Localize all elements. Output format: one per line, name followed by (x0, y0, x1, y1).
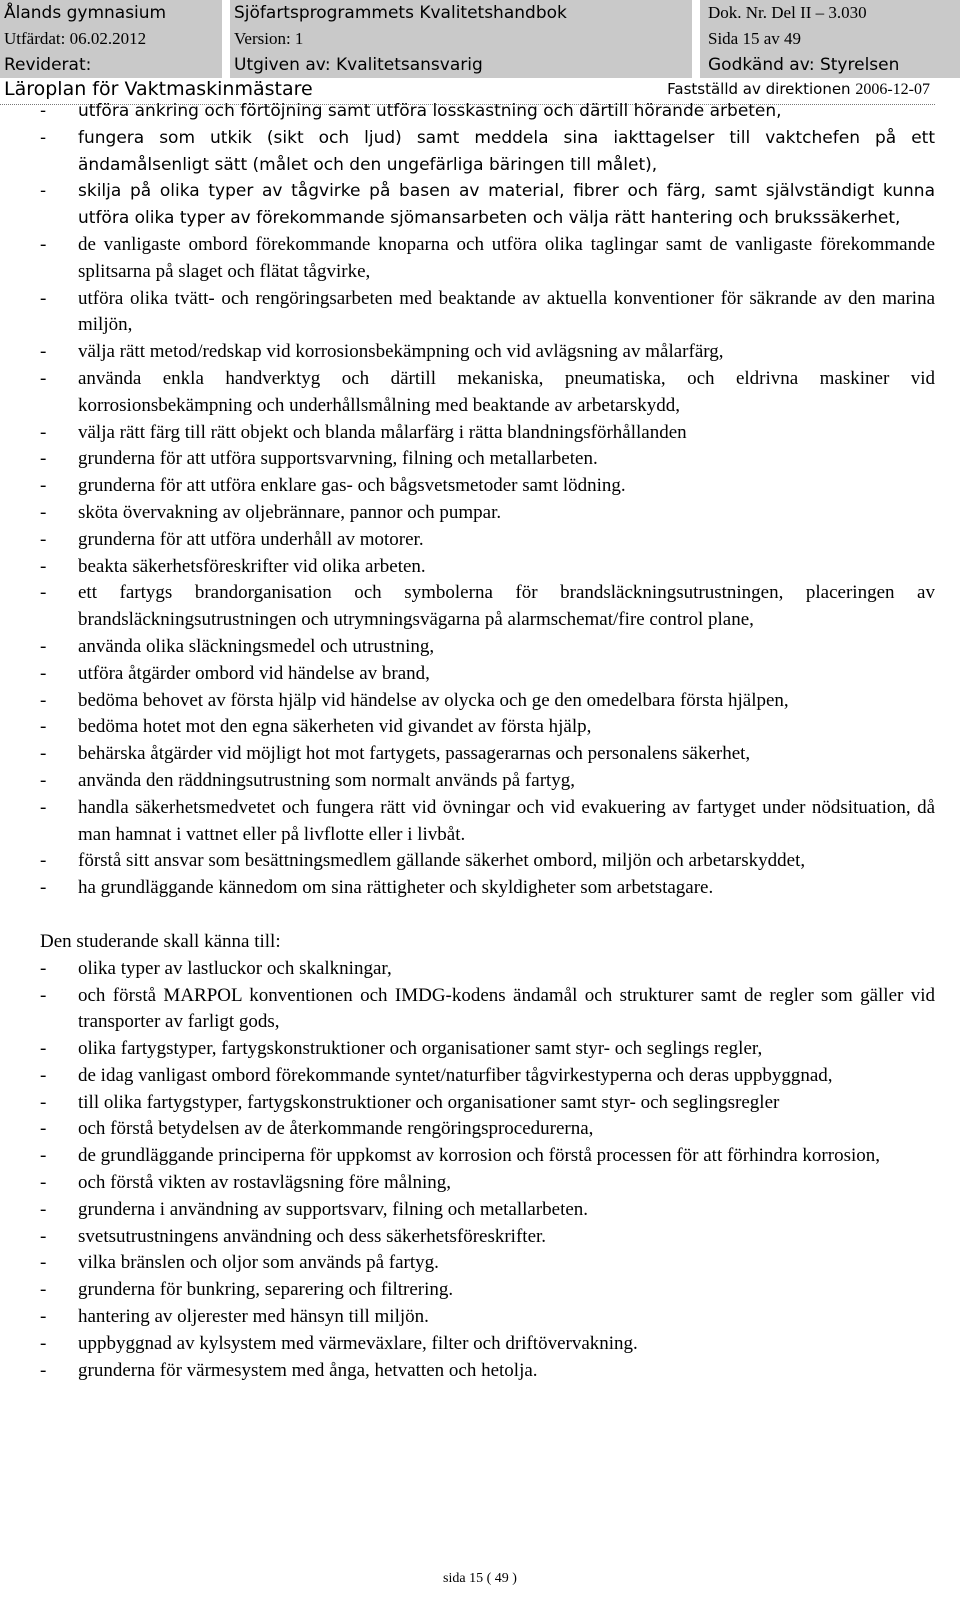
page-indicator: Sida 15 av 49 (700, 26, 960, 52)
list-item: - förstå sitt ansvar som besättningsmedlem gällande säkerhet ombord, miljön och arbetarskyddet, (40, 850, 806, 872)
list-item: - fungera som utkik (sikt och ljud) samt meddela sina iakttagelser till vaktchefen på ett ändamålsenligt sätt (målet och den ungefärliga bäringen till målet), (40, 127, 935, 175)
list-item: - bedöma hotet mot den egna säkerheten vid givandet av första hjälp, (40, 716, 592, 738)
list-item: - och förstå betydelsen av de återkommande rengöringsprocedurerna, (40, 1118, 594, 1140)
list-item: - bedöma behovet av första hjälp vid händelse av olycka och ge den omedelbara första hjälpen, (40, 689, 789, 711)
list-item: - vilka bränslen och oljor som används på fartyg. (40, 1252, 439, 1274)
established-date: 2006-12-07 (855, 81, 930, 98)
list-item: - utföra åtgärder ombord vid händelse av brand, (40, 662, 430, 684)
list-item: - svetsutrustningens användning och dess säkerhetsföreskrifter. (40, 1225, 547, 1247)
issued-by: Utgiven av: Kvalitetsansvarig (230, 52, 692, 78)
list-b (40, 232, 935, 902)
list-item: - grunderna för att utföra underhåll av motorer. (40, 528, 424, 550)
list-item: - utföra olika tvätt- och rengöringsarbeten med beaktande av aktuella konventioner för säkrande av den marina miljön, (40, 287, 935, 336)
content (40, 98, 935, 1384)
list-item: - och förstå MARPOL konventionen och IMDG-kodens ändamål och strukturer samt de regler som gäller vid transporter av farligt gods, (40, 984, 935, 1033)
list-item: - välja rätt metod/redskap vid korrosionsbekämpning och vid avlägsning av målarfärg, (40, 341, 724, 363)
list-item: - grunderna för värmesystem med ånga, hetvatten och hetolja. (40, 1359, 538, 1381)
list-item: - använda olika släckningsmedel och utrustning, (40, 635, 435, 657)
list-item: - välja rätt färg till rätt objekt och blanda målarfärg i rätta blandningsförhållanden (40, 421, 687, 443)
list-item: - utföra ankring och förtöjning samt utföra losskastning och därtill hörande arbeten, (40, 101, 782, 121)
list-item: - ett fartygs brandorganisation och symbolerna för brandsläckningsutrustningen, placeringen av brandsläckningsutrustningen och utrymningsvägarna på alarmschemat/fire control plane, (40, 582, 935, 631)
document-number: Dok. Nr. Del II – 3.030 (700, 0, 960, 26)
curriculum-title: Läroplan för Vaktmaskinmästare (4, 78, 313, 100)
header-row-1 (0, 0, 960, 26)
list-item: - använda enkla handverktyg och därtill mekaniska, pneumatiska, och eldrivna maskiner vid korrosionsbekämpning och underhållsmålning med beaktande av arbetarskydd, (40, 367, 935, 416)
issued-date: Utfärdat: 06.02.2012 (0, 26, 222, 52)
list-item: - grunderna för att utföra enklare gas- och bågsvetsmetoder samt lödning. (40, 475, 626, 497)
list-item: - använda den räddningsutrustning som normalt används på fartyg, (40, 769, 576, 791)
approved-by: Godkänd av: Styrelsen (700, 52, 960, 78)
list-item: - ha grundläggande kännedom om sina rättigheter och skyldigheter som arbetstagare. (40, 877, 714, 899)
list-item: - de vanligaste ombord förekommande knoparna och utföra olika taglingar samt de vanligaste förekommande splitsarna på slaget och flätat tågvirke, (40, 233, 935, 282)
school-name: Ålands gymnasium (0, 0, 222, 26)
list-item: - olika fartygstyper, fartygskonstruktioner och organisationer samt styr- och seglings regler, (40, 1038, 763, 1060)
list-item: - sköta övervakning av oljebrännare, pannor och pumpar. (40, 501, 502, 523)
list-item: - skilja på olika typer av tågvirke på basen av material, fibrer och färg, samt självständigt kunna utföra olika typer av förekommande sjömansarbeten och välja rätt hantering och brukssäkerhet, (40, 181, 935, 229)
list-item: - olika typer av lastluckor och skalkningar, (40, 957, 392, 979)
list-item: - beakta säkerhetsföreskrifter vid olika arbeten. (40, 555, 426, 577)
list-c (40, 956, 935, 1385)
page-footer: sida 15 ( 49 ) (443, 1571, 517, 1586)
program-title: Sjöfartsprogrammets Kvalitetshandbok (230, 0, 692, 26)
revised-label: Reviderat: (0, 52, 222, 78)
list-item: - de grundläggande principerna för uppkomst av korrosion och förstå processen för att förhindra korrosion, (40, 1145, 880, 1167)
list-item: - de idag vanligast ombord förekommande syntet/naturfiber tågvirkestyperna och deras uppbyggnad, (40, 1064, 833, 1086)
section-heading: Den studerande skall känna till: (40, 930, 281, 952)
list-item: - hantering av oljerester med hänsyn till miljön. (40, 1306, 429, 1328)
established-label: Fastställd av direktionen (667, 80, 851, 98)
list-item: - grunderna i användning av supportsvarv, filning och metallarbeten. (40, 1198, 589, 1220)
list-item: - och förstå vikten av rostavlägsning före målning, (40, 1172, 452, 1194)
list-item: - grunderna för att utföra supportsvarvning, filning och metallarbeten. (40, 448, 598, 470)
list-item: - handla säkerhetsmedvetet och fungera rätt vid övningar och vid evakuering av fartyget under nödsituation, då man hamnat i vattnet eller på livflotte eller i livbåt. (40, 796, 935, 845)
list-item: - uppbyggnad av kylsystem med värmeväxlare, filter och driftövervakning. (40, 1332, 638, 1354)
list-item: - behärska åtgärder vid möjligt hot mot fartygets, passagerarnas och personalens säkerhet, (40, 743, 751, 765)
list-item: - till olika fartygstyper, fartygskonstruktioner och organisationer samt styr- och seglingsregler (40, 1091, 780, 1113)
list-item: - grunderna för bunkring, separering och filtrering. (40, 1279, 454, 1301)
list-a (40, 98, 935, 232)
header-row-2 (0, 26, 960, 52)
version: Version: 1 (230, 26, 692, 52)
